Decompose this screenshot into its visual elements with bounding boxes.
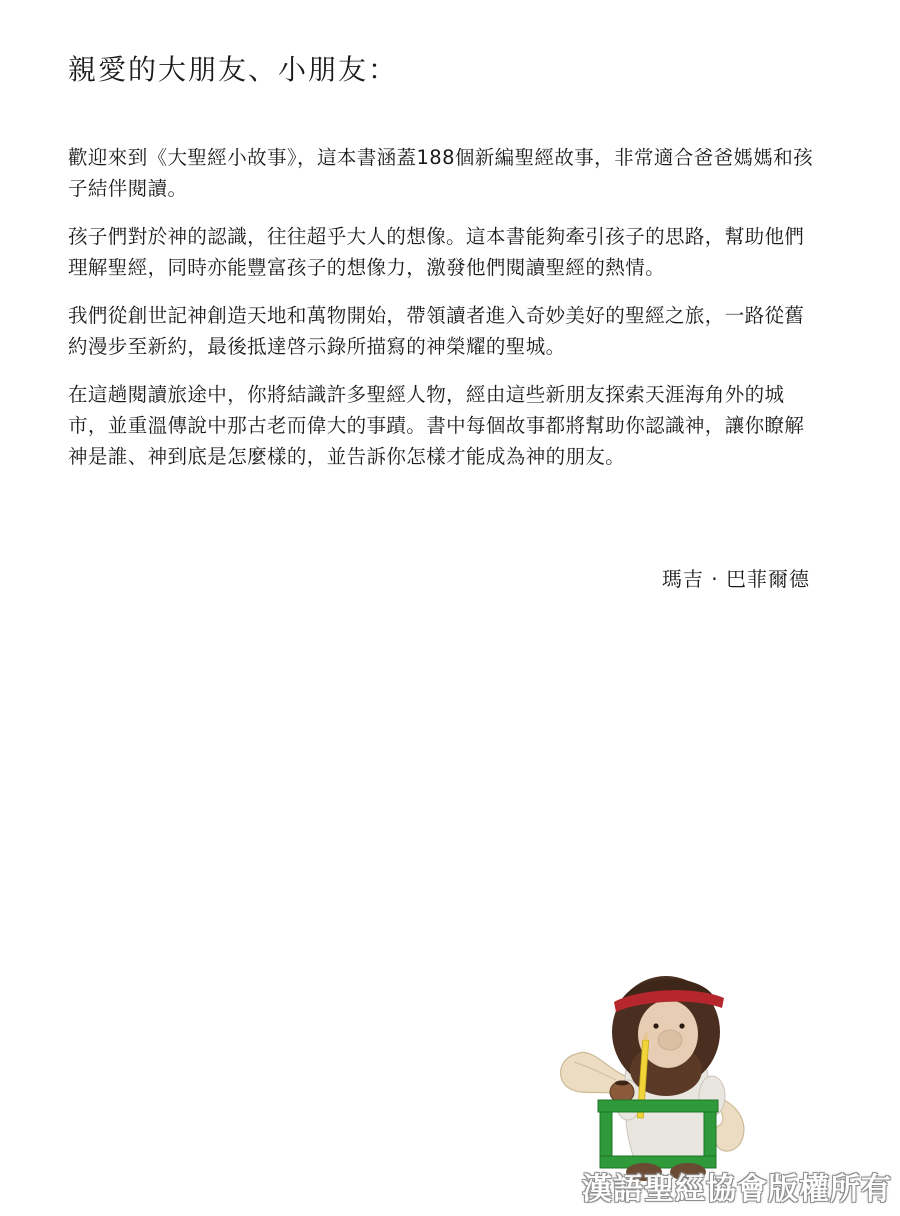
green-desk: [598, 1100, 718, 1112]
plush-scribe-illustration: [556, 958, 756, 1190]
letter-body: [68, 142, 816, 489]
letter-signature: 瑪吉 · 巴菲爾德: [661, 567, 810, 591]
letter-greeting: 親愛的大朋友、小朋友：: [68, 53, 399, 86]
letter-paragraph-3: 我們從創世記神創造天地和萬物開始，帶領讀者進入奇妙美好的聖經之旅，一路從舊約漫步至新約，最後抵達啓示錄所描寫的神榮耀的聖城。: [68, 304, 805, 358]
copyright-watermark: 漢語聖經協會版權所有: [582, 1172, 892, 1207]
letter-paragraph-4: 在這趟閱讀旅途中，你將結識許多聖經人物，經由這些新朋友探索天涯海角外的城市，並重溫傳說中那古老而偉大的事蹟。書中每個故事都將幫助你認識神，讓你瞭解神是誰、神到底是怎麼樣的，並告訴你怎樣才能成為神的朋友。: [68, 383, 805, 468]
letter-paragraph-1: 歡迎來到《大聖經小故事》，這本書涵蓋188個新編聖經故事，非常適合爸爸媽媽和孩子結伴閱讀。: [68, 146, 814, 200]
letter-paragraph-2: 孩子們對於神的認識，往往超乎大人的想像。這本書能夠牽引孩子的思路，幫助他們理解聖經，同時亦能豐富孩子的想像力，激發他們閱讀聖經的熱情。: [68, 225, 805, 279]
